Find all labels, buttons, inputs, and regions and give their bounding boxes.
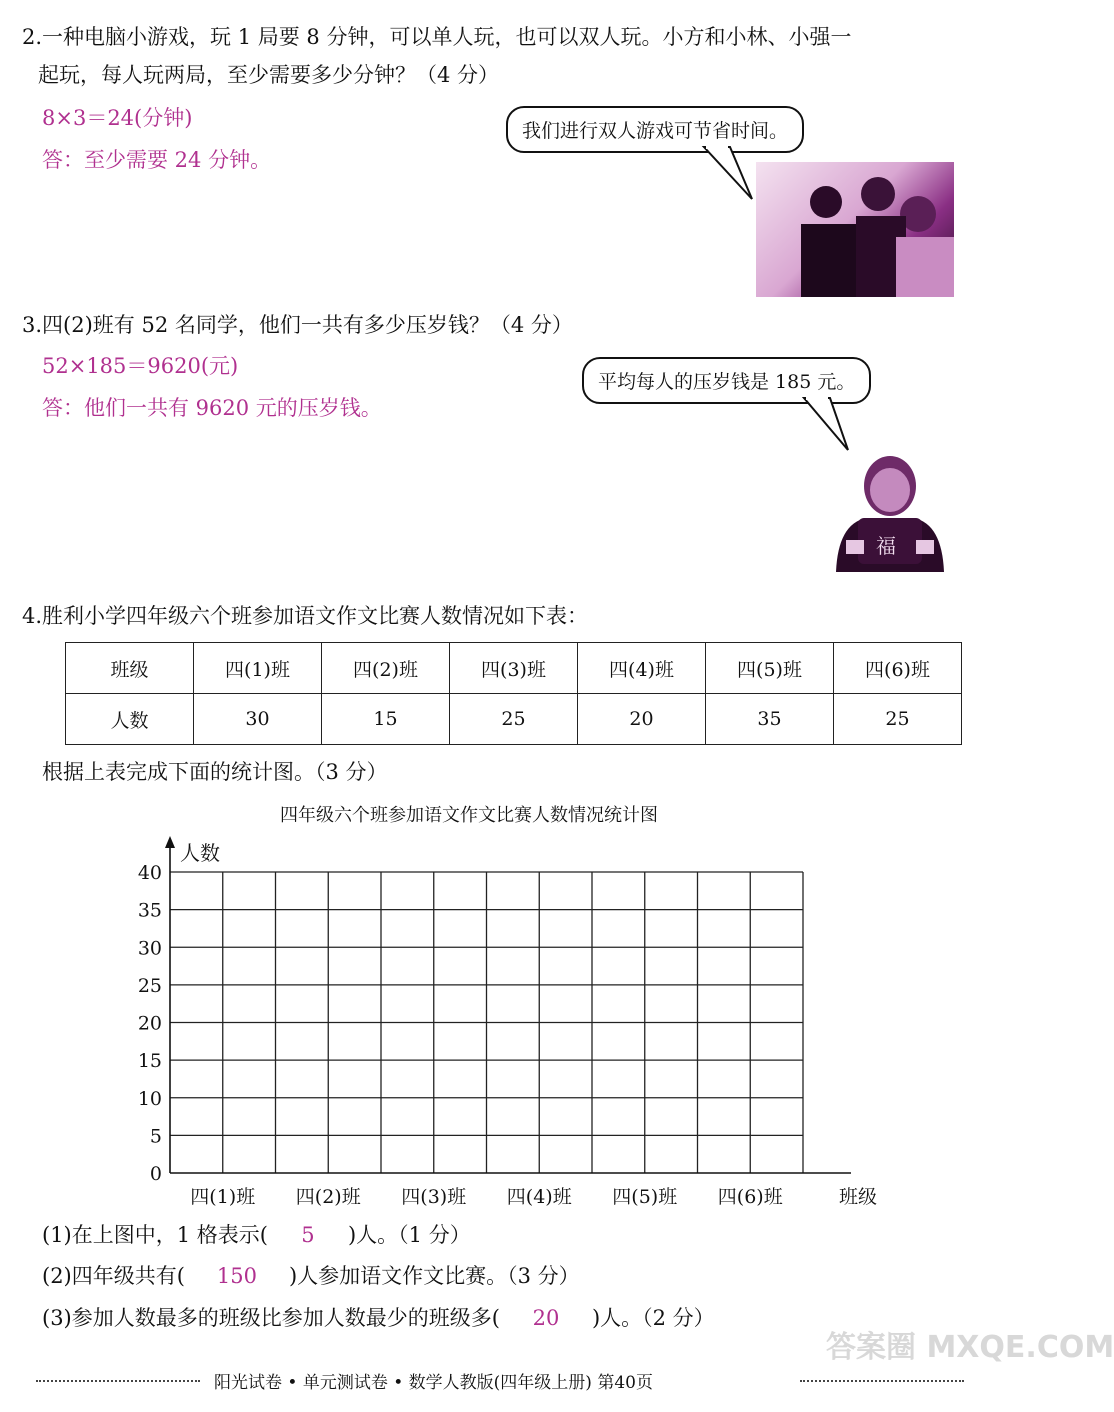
sub3-suffix: )人。（2 分）: [591, 1306, 715, 1330]
x-tick-label: 四(1)班: [190, 1186, 256, 1208]
q3-speech-bubble: 平均每人的压岁钱是 185 元。: [582, 357, 871, 404]
table-row: [66, 643, 962, 694]
table-cell: 四(2)班: [322, 643, 450, 694]
sub2-prefix: (2)四年级共有(: [42, 1264, 185, 1288]
q3-text: 3.四(2)班有 52 名同学，他们一共有多少压岁钱？（4 分）: [22, 313, 573, 337]
x-tick-label: 四(2)班: [295, 1186, 361, 1208]
y-tick-label: 5: [149, 1125, 162, 1148]
table-cell: 35: [706, 694, 834, 745]
class-participation-table: [65, 642, 962, 745]
q2-speech-bubble: 我们进行双人游戏可节省时间。: [506, 106, 804, 153]
table-row: [66, 694, 962, 745]
sub2-suffix: )人参加语文作文比赛。（3 分）: [288, 1264, 580, 1288]
sub-question-3: [42, 1303, 715, 1333]
q4-text: 4.胜利小学四年级六个班参加语文作文比赛人数情况如下表：: [22, 604, 589, 628]
statistics-chart: [0, 830, 1000, 1210]
footer-divider-left: [36, 1380, 200, 1382]
table-cell: 25: [834, 694, 962, 745]
q2-calculation: 8×3＝24(分钟): [42, 106, 193, 130]
footer-text: 阳光试卷 • 单元测试卷 • 数学人教版(四年级上册) 第40页: [214, 1373, 653, 1393]
y-tick-label: 0: [149, 1163, 162, 1185]
y-tick-label: 30: [137, 937, 162, 960]
x-tick-label: 四(3)班: [401, 1186, 467, 1208]
sub1-prefix: (1)在上图中，1 格表示(: [42, 1223, 268, 1247]
q2-answer: 答：至少需要 24 分钟。: [42, 148, 272, 172]
table-cell: 四(4)班: [578, 643, 706, 694]
table-header-cell: 班级: [66, 643, 194, 694]
q3-bubble-tail: [800, 396, 860, 456]
q3-calculation: 52×185＝9620(元): [42, 354, 239, 378]
y-axis-label: 人数: [180, 841, 220, 865]
sub-question-1: [42, 1220, 471, 1250]
q2-bubble-tail: [700, 145, 760, 205]
table-header-cell: 人数: [66, 694, 194, 745]
x-axis-label: 班级: [838, 1186, 878, 1208]
sub2-answer: 150: [216, 1264, 257, 1288]
chart-instruction: 根据上表完成下面的统计图。（3 分）: [42, 760, 388, 784]
q3-boy-photo: [826, 454, 954, 572]
q2-text-line1: 2.一种电脑小游戏，玩 1 局要 8 分钟，可以单人玩，也可以双人玩。小方和小林、小强一: [22, 25, 852, 49]
fu-character: 福: [876, 534, 896, 558]
table-cell: 25: [450, 694, 578, 745]
q2-people-photo: [756, 162, 954, 297]
table-cell: 15: [322, 694, 450, 745]
y-tick-label: 20: [137, 1012, 162, 1035]
table-cell: 30: [194, 694, 322, 745]
y-tick-label: 25: [137, 974, 162, 997]
people-illustration: [756, 162, 954, 297]
sub3-answer: 20: [532, 1306, 560, 1330]
q3-answer: 答：他们一共有 9620 元的压岁钱。: [42, 396, 382, 420]
x-tick-label: 四(4)班: [506, 1186, 572, 1208]
sub1-suffix: )人。（1 分）: [347, 1223, 471, 1247]
y-tick-label: 40: [137, 862, 162, 884]
table-cell: 四(6)班: [834, 643, 962, 694]
table-cell: 四(5)班: [706, 643, 834, 694]
x-tick-label: 四(6)班: [717, 1186, 783, 1208]
sub-question-2: [42, 1261, 580, 1291]
x-tick-label: 四(5)班: [612, 1186, 678, 1208]
y-axis-arrow: [165, 836, 175, 848]
sub1-answer: 5: [301, 1223, 315, 1247]
q2-text-line2: 起玩，每人玩两局，至少需要多少分钟？（4 分）: [38, 63, 500, 87]
footer-divider-right: [800, 1380, 964, 1382]
table-cell: 四(3)班: [450, 643, 578, 694]
y-tick-label: 15: [137, 1050, 162, 1073]
y-tick-label: 10: [137, 1087, 162, 1110]
chart-title: 四年级六个班参加语文作文比赛人数情况统计图: [280, 805, 658, 826]
watermark: 答案圈 MXQE.COM: [826, 1330, 1114, 1365]
table-cell: 四(1)班: [194, 643, 322, 694]
y-tick-label: 35: [137, 899, 162, 922]
table-cell: 20: [578, 694, 706, 745]
sub3-prefix: (3)参加人数最多的班级比参加人数最少的班级多(: [42, 1306, 500, 1330]
